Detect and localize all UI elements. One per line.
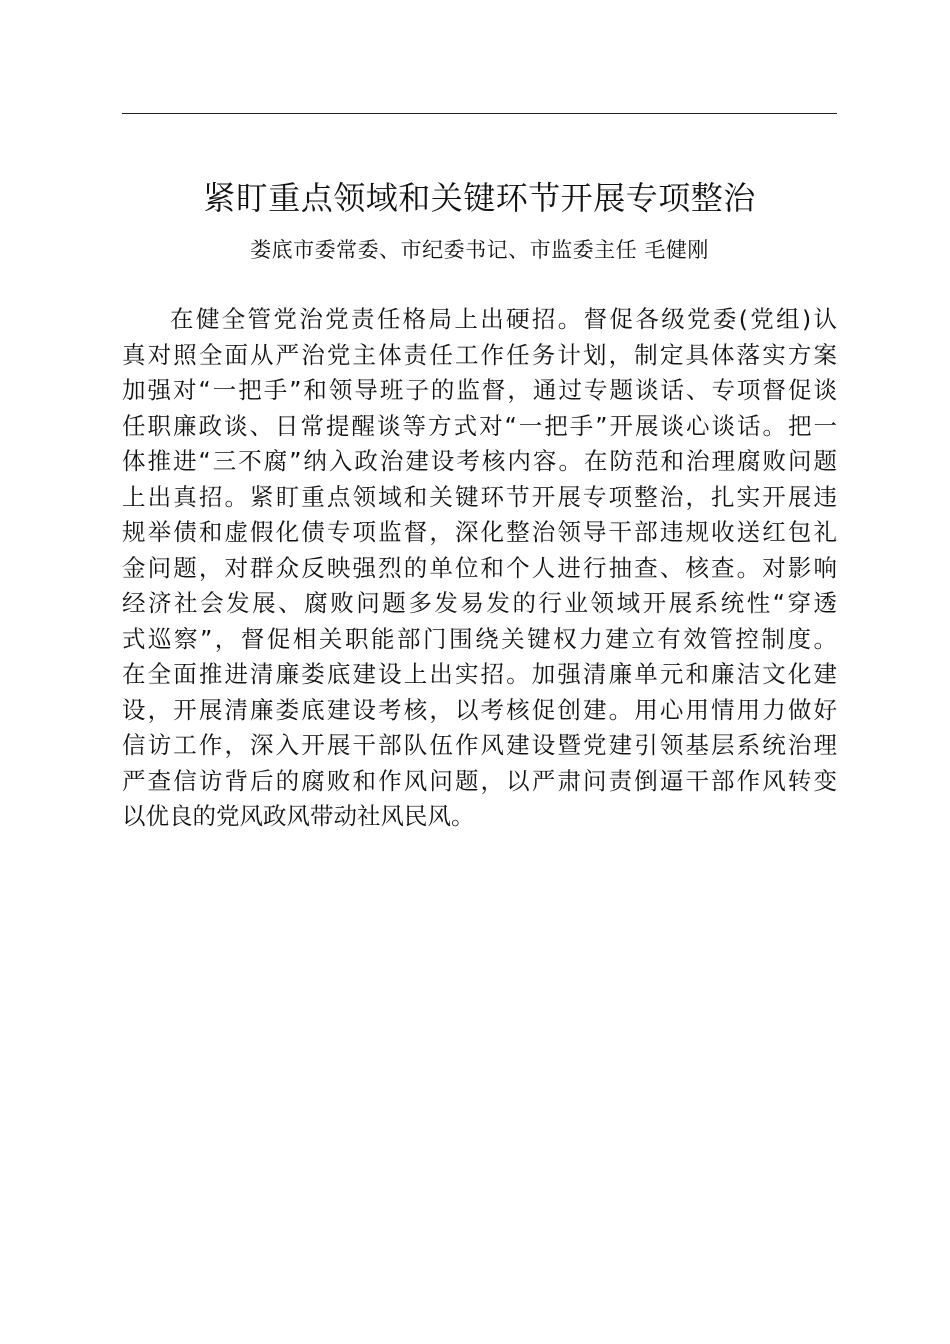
body-line: 体推进“三不腐”纳入政治建设考核内容。在防范和治理腐败问题 <box>122 447 837 475</box>
body-line: 信访工作，深入开展干部队伍作风建设暨党建引领基层系统治理 <box>122 731 837 759</box>
body-line: 上出真招。紧盯重点领域和关键环节开展专项整治，扎实开展违 <box>122 482 837 511</box>
body-line: 以优良的党风政风带动社风民风。 <box>122 802 475 830</box>
article-title: 紧盯重点领域和关键环节开展专项整治 <box>203 179 756 217</box>
body-line: 经济社会发展、腐败问题多发易发的行业领域开展系统性“穿透 <box>122 589 837 617</box>
body-line: 在健全管党治党责任格局上出硬招。督促各级党委(党组)认 <box>170 305 837 333</box>
body-line: 真对照全面从严治党主体责任工作任务计划，制定具体落实方案 <box>122 340 837 369</box>
body-line: 加强对“一把手”和领导班子的监督，通过专题谈话、专项督促谈 <box>122 376 837 404</box>
article-body <box>122 302 837 835</box>
body-line: 式巡察”，督促相关职能部门围绕关键权力建立有效管控制度。 <box>122 624 837 653</box>
body-line: 在全面推进清廉娄底建设上出实招。加强清廉单元和廉洁文化建 <box>122 660 837 688</box>
header-rule <box>122 113 837 114</box>
article-byline: 娄底市委常委、市纪委书记、市监委主任 毛健刚 <box>250 238 709 262</box>
body-line: 严查信访背后的腐败和作风问题，以严肃问责倒逼干部作风转变 <box>122 766 837 795</box>
body-line: 设，开展清廉娄底建设考核，以考核促创建。用心用情用力做好 <box>122 695 837 724</box>
body-line: 金问题，对群众反映强烈的单位和个人进行抽查、核查。对影响 <box>122 553 837 582</box>
body-line: 规举债和虚假化债专项监督，深化整治领导干部违规收送红包礼 <box>122 518 837 546</box>
body-line: 任职廉政谈、日常提醒谈等方式对“一把手”开展谈心谈话。把一 <box>122 411 837 440</box>
